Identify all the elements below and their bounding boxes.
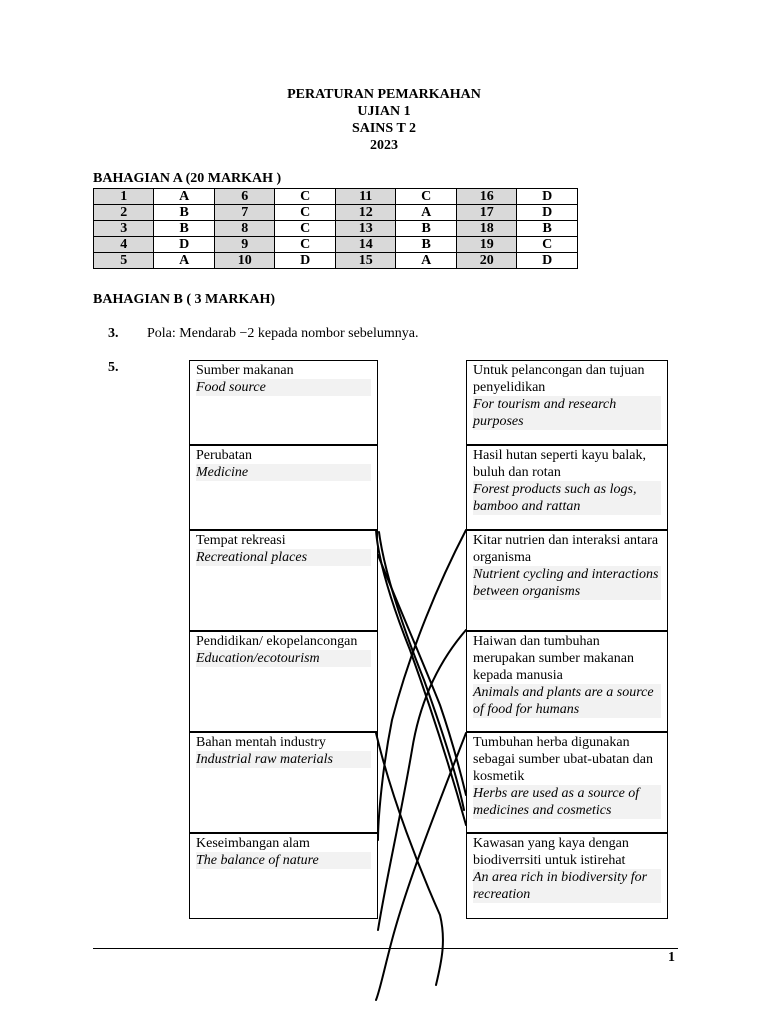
answer-row	[94, 237, 578, 253]
right-box-english-text: Herbs are used as a source of medicines and cosmetics	[473, 785, 661, 819]
match-line-5	[378, 630, 466, 930]
answer-cell: C	[517, 237, 578, 253]
left-match-box	[189, 360, 378, 445]
answer-cell: C	[275, 189, 335, 205]
answer-cell: C	[275, 205, 335, 221]
answer-row	[94, 253, 578, 269]
title-line-4: 2023	[370, 138, 398, 153]
right-match-box	[466, 732, 668, 833]
question-number-cell: 13	[335, 221, 396, 237]
left-box-english-text: Industrial raw materials	[196, 751, 371, 768]
answer-cell: C	[396, 189, 456, 205]
document-title	[0, 86, 768, 154]
question-number-cell: 17	[456, 205, 517, 221]
question-number-cell: 16	[456, 189, 517, 205]
right-box-malay-text: Untuk pelancongan dan tujuan penyelidikan	[473, 363, 645, 395]
left-box-malay-text: Pendidikan/ ekopelancongan	[196, 634, 358, 649]
right-match-box	[466, 833, 668, 919]
match-line-2	[379, 532, 464, 810]
question-3-answer: Pola: Mendarab −2 kepada nombor sebelumnya.	[147, 326, 419, 341]
section-a-heading: BAHAGIAN A (20 MARKAH )	[93, 171, 282, 186]
match-line-4	[378, 530, 466, 840]
answer-row	[94, 205, 578, 221]
question-number-cell: 20	[456, 253, 517, 269]
answer-cell: D	[275, 253, 335, 269]
right-box-english-text: Nutrient cycling and interactions between organisms	[473, 566, 661, 600]
right-match-box	[466, 445, 668, 530]
left-box-english-text: Medicine	[196, 464, 371, 481]
question-number-cell: 4	[94, 237, 154, 253]
left-box-english-text: Food source	[196, 379, 371, 396]
right-box-english-text: Animals and plants are a source of food for humans	[473, 684, 661, 718]
right-box-english-text: An area rich in biodiversity for recreation	[473, 869, 661, 903]
right-box-malay-text: Haiwan dan tumbuhan merupakan sumber makanan kepada manusia	[473, 634, 634, 683]
question-number-cell: 6	[214, 189, 275, 205]
left-match-box	[189, 530, 378, 631]
match-line-1	[376, 530, 466, 825]
left-box-malay-text: Perubatan	[196, 448, 252, 463]
question-5-number: 5.	[108, 360, 119, 375]
title-line-3: SAINS T 2	[351, 121, 417, 136]
answer-cell: A	[396, 253, 456, 269]
question-number-cell: 5	[94, 253, 154, 269]
question-number-cell: 18	[456, 221, 517, 237]
left-box-english-text: Recreational places	[196, 549, 371, 566]
left-box-malay-text: Tempat rekreasi	[196, 533, 286, 548]
answer-cell: D	[517, 189, 578, 205]
question-number-cell: 12	[335, 205, 396, 221]
answer-row	[94, 189, 578, 205]
answer-cell: A	[154, 189, 214, 205]
question-number-cell: 1	[94, 189, 154, 205]
left-box-malay-text: Keseimbangan alam	[196, 836, 310, 851]
match-line-3	[378, 555, 466, 795]
section-b-heading: BAHAGIAN B ( 3 MARKAH)	[93, 292, 275, 307]
page-number: 1	[668, 950, 675, 965]
left-box-malay-text: Bahan mentah industry	[196, 735, 326, 750]
question-3-number: 3.	[108, 326, 119, 341]
answer-cell: D	[517, 253, 578, 269]
answer-cell: B	[154, 205, 214, 221]
left-box-english-text: The balance of nature	[196, 852, 371, 869]
question-number-cell: 14	[335, 237, 396, 253]
question-number-cell: 10	[214, 253, 275, 269]
answer-row	[94, 221, 578, 237]
answer-cell: C	[275, 221, 335, 237]
right-match-box	[466, 631, 668, 732]
answer-cell: B	[154, 221, 214, 237]
title-line-2: UJIAN 1	[357, 104, 411, 119]
right-box-malay-text: Kawasan yang kaya dengan biodiverrsiti untuk istirehat	[473, 836, 629, 868]
answer-cell: C	[275, 237, 335, 253]
right-box-english-text: Forest products such as logs, bamboo and rattan	[473, 481, 661, 515]
right-box-malay-text: Kitar nutrien dan interaksi antara organisma	[473, 533, 659, 565]
answer-cell: B	[517, 221, 578, 237]
answer-table	[93, 188, 578, 269]
right-match-box	[466, 360, 668, 445]
left-box-english-text: Education/ecotourism	[196, 650, 371, 667]
answer-cell: D	[154, 237, 214, 253]
answer-cell: B	[396, 221, 456, 237]
right-box-malay-text: Hasil hutan seperti kayu balak, buluh dan rotan	[473, 448, 647, 480]
title-line-1: PERATURAN PEMARKAHAN	[287, 87, 481, 102]
question-number-cell: 19	[456, 237, 517, 253]
left-box-malay-text: Sumber makanan	[196, 363, 294, 378]
right-box-malay-text: Tumbuhan herba digunakan sebagai sumber ubat-ubatan dan kosmetik	[473, 735, 653, 784]
question-number-cell: 3	[94, 221, 154, 237]
question-number-cell: 11	[335, 189, 396, 205]
question-number-cell: 8	[214, 221, 275, 237]
answer-cell: A	[154, 253, 214, 269]
left-match-box	[189, 732, 378, 833]
match-line-7	[376, 733, 466, 1000]
right-match-box	[466, 530, 668, 631]
footer-rule	[93, 948, 678, 949]
question-number-cell: 2	[94, 205, 154, 221]
right-box-english-text: For tourism and research purposes	[473, 396, 661, 430]
answer-cell: A	[396, 205, 456, 221]
left-match-box	[189, 445, 378, 530]
question-number-cell: 15	[335, 253, 396, 269]
answer-cell: B	[396, 237, 456, 253]
question-3	[108, 326, 419, 342]
left-match-box	[189, 631, 378, 732]
left-match-box	[189, 833, 378, 919]
question-number-cell: 9	[214, 237, 275, 253]
question-number-cell: 7	[214, 205, 275, 221]
answer-cell: D	[517, 205, 578, 221]
